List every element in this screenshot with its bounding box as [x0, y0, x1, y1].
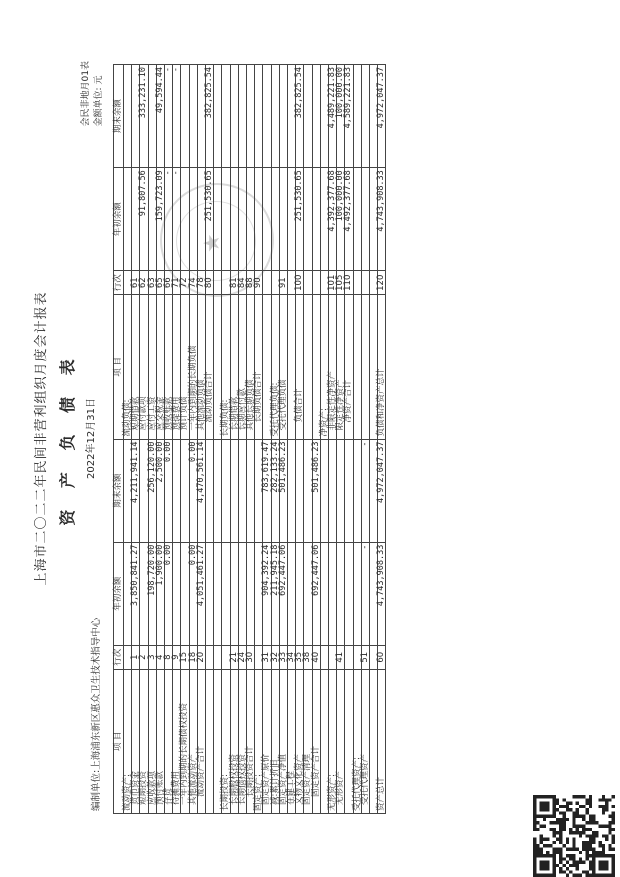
- table-row: [296, 65, 304, 814]
- line-number: [361, 271, 369, 295]
- opening-balance: [238, 542, 246, 645]
- opening-balance: 0.00: [189, 542, 197, 645]
- line-number: 33: [279, 645, 287, 669]
- closing-balance: [214, 65, 222, 168]
- closing-balance: 333,231.10: [140, 65, 148, 168]
- closing-balance: [222, 65, 230, 168]
- closing-balance: [296, 439, 304, 542]
- closing-balance: [361, 65, 369, 168]
- opening-balance: 4,743,908.33: [378, 542, 386, 645]
- item-label: 固定资产净值: [279, 669, 287, 813]
- line-number: 3: [148, 645, 156, 669]
- closing-balance: [206, 439, 214, 542]
- line-number: 31: [263, 645, 271, 669]
- table-row: [353, 65, 361, 814]
- opening-balance: [320, 542, 328, 645]
- line-number: [304, 271, 312, 295]
- closing-balance: 783,619.47: [263, 439, 271, 542]
- opening-balance: [173, 542, 181, 645]
- reporting-unit: 编制单位:上海浦东新区惠众卫生技术指导中心: [91, 617, 102, 811]
- report-date: 2022年12月31日: [86, 398, 97, 479]
- opening-balance: [230, 542, 238, 645]
- opening-balance: [230, 168, 238, 271]
- line-number: 60: [378, 645, 386, 669]
- item-label: 长期负债:: [222, 295, 230, 439]
- item-label: 一年内到期的长期负债: [189, 295, 197, 439]
- opening-balance: [214, 168, 222, 271]
- closing-balance: 4,211,941.14: [132, 439, 140, 542]
- line-number: 62: [140, 271, 148, 295]
- line-number: 20: [197, 645, 205, 669]
- item-label: 其他长期负债: [247, 295, 255, 439]
- line-number: 110: [345, 271, 353, 295]
- closing-balance: [271, 65, 279, 168]
- closing-balance: [238, 439, 246, 542]
- item-label: 固定资产清理: [304, 669, 312, 813]
- opening-balance: [312, 168, 320, 271]
- line-number: 88: [247, 271, 255, 295]
- table-header-row: [114, 65, 124, 814]
- item-label: 货币资金: [132, 669, 140, 813]
- closing-balance: [230, 65, 238, 168]
- currency-unit: 金额单位: 元: [94, 75, 104, 127]
- table-row: [189, 65, 197, 814]
- item-label: 减:累计折旧: [271, 669, 279, 813]
- line-number: [320, 645, 328, 669]
- item-label: 无形资产:: [329, 669, 337, 813]
- opening-balance: [296, 542, 304, 645]
- table-row: [345, 65, 353, 814]
- line-number: 34: [288, 645, 296, 669]
- table-row: [304, 65, 312, 814]
- line-number: 2: [140, 645, 148, 669]
- line-number: 61: [132, 271, 140, 295]
- closing-balance: [124, 65, 132, 168]
- line-number: 100: [296, 271, 304, 295]
- form-number: 会民非地月01表: [81, 61, 91, 127]
- opening-balance: 692,447.06: [279, 542, 287, 645]
- line-number: 15: [181, 645, 189, 669]
- form-number-block: [80, 61, 106, 126]
- report-subtitle: 资 产 负 债 表: [58, 351, 77, 526]
- item-label: 资产总计: [378, 669, 386, 813]
- opening-balance: 100,000.00: [337, 168, 345, 271]
- closing-balance: 4,589,221.83: [345, 65, 353, 168]
- item-label: 短期投资: [140, 669, 148, 813]
- item-label: 受托代理负债: [279, 295, 287, 439]
- line-number: 74: [189, 271, 197, 295]
- opening-balance: 211,945.18: [271, 542, 279, 645]
- line-number: 78: [197, 271, 205, 295]
- balance-sheet-table: [113, 64, 386, 814]
- line-number: 40: [312, 645, 320, 669]
- report-title: 上海市二〇二二年民间非营利组织月度会计报表: [34, 291, 49, 586]
- opening-balance: [288, 542, 296, 645]
- table-row: [222, 65, 230, 814]
- opening-balance: 4,492,377.68: [345, 168, 353, 271]
- item-label: 长期投资合计: [247, 669, 255, 813]
- table-row: [165, 65, 173, 814]
- line-number: 81: [230, 271, 238, 295]
- closing-balance: 4,489,221.83: [329, 65, 337, 168]
- table-row: [124, 65, 132, 814]
- line-number: 91: [279, 271, 287, 295]
- line-number: 21: [230, 645, 238, 669]
- column-header: 项 目: [114, 669, 124, 813]
- closing-balance: 4,470,561.14: [197, 439, 205, 542]
- opening-balance: 251,530.65: [296, 168, 304, 271]
- line-number: 65: [156, 271, 164, 295]
- item-label: 无形资产: [337, 669, 345, 813]
- official-seal-icon: ★: [160, 183, 274, 297]
- opening-balance: [189, 168, 197, 271]
- item-label: 预计负债: [181, 295, 189, 439]
- opening-balance: 692,447.06: [312, 542, 320, 645]
- item-label: 限定性净资产: [337, 295, 345, 439]
- closing-balance: 4,972,047.37: [378, 439, 386, 542]
- item-label: 长期股权投资: [230, 669, 238, 813]
- line-number: 66: [165, 271, 173, 295]
- item-label: [206, 669, 214, 813]
- opening-balance: -: [361, 542, 369, 645]
- closing-balance: -: [173, 65, 181, 168]
- line-number: [345, 645, 353, 669]
- opening-balance: [238, 168, 246, 271]
- table-row: [255, 65, 263, 814]
- closing-balance: [255, 65, 263, 168]
- line-number: 105: [337, 271, 345, 295]
- closing-balance: [247, 65, 255, 168]
- line-number: 35: [296, 645, 304, 669]
- closing-balance: [181, 65, 189, 168]
- line-number: [353, 271, 361, 295]
- opening-balance: 4,392,377.68: [329, 168, 337, 271]
- item-label: 流动负债合计: [206, 295, 214, 439]
- opening-balance: [345, 542, 353, 645]
- item-label: 固定资产原价: [263, 669, 271, 813]
- item-label: 净资产合计: [345, 295, 353, 439]
- item-label: 预收账款: [165, 295, 173, 439]
- line-number: 71: [173, 271, 181, 295]
- closing-balance: [353, 65, 361, 168]
- line-number: 38: [304, 645, 312, 669]
- column-header: 期末余额: [114, 65, 124, 168]
- item-label: 受托代理资产: [361, 669, 369, 813]
- closing-balance: [353, 439, 361, 542]
- item-label: 其他流动负债: [197, 295, 205, 439]
- table-row: [279, 65, 287, 814]
- closing-balance: 256,120.00: [148, 439, 156, 542]
- table-row: [140, 65, 148, 814]
- closing-balance: [230, 439, 238, 542]
- opening-balance: 159,723.09: [156, 168, 164, 271]
- opening-balance: 251,530.65: [206, 168, 214, 271]
- line-number: [206, 645, 214, 669]
- opening-balance: [222, 542, 230, 645]
- closing-balance: -: [165, 65, 173, 168]
- table-row: [230, 65, 238, 814]
- column-header: 行次: [114, 645, 124, 669]
- closing-balance: [304, 65, 312, 168]
- opening-balance: -: [173, 168, 181, 271]
- column-header: 年初余额: [114, 542, 124, 645]
- item-label: 应收款项: [148, 669, 156, 813]
- item-label: 流动资产合计: [197, 669, 205, 813]
- closing-balance: 382,825.54: [296, 65, 304, 168]
- table-row: [263, 65, 271, 814]
- opening-balance: 198,720.00: [148, 542, 156, 645]
- item-label: 流动资产:: [124, 669, 132, 813]
- opening-balance: [271, 168, 279, 271]
- line-number: 18: [189, 645, 197, 669]
- closing-balance: [345, 439, 353, 542]
- table-row: [312, 65, 320, 814]
- item-label: 长期投资:: [222, 669, 230, 813]
- closing-balance: [312, 65, 320, 168]
- opening-balance: [353, 168, 361, 271]
- table-row: [271, 65, 279, 814]
- table-row: [378, 65, 386, 814]
- item-label: 应付款项: [140, 295, 148, 439]
- table-row: [238, 65, 246, 814]
- item-label: 固定资产:: [255, 669, 263, 813]
- line-number: 90: [255, 271, 263, 295]
- item-label: 其他流动资产: [189, 669, 197, 813]
- opening-balance: [247, 168, 255, 271]
- opening-balance: [263, 168, 271, 271]
- closing-balance: [279, 65, 287, 168]
- line-number: 72: [181, 271, 189, 295]
- line-number: [312, 271, 320, 295]
- line-number: 24: [238, 645, 246, 669]
- item-label: 长期负债合计: [255, 295, 263, 439]
- line-number: 80: [206, 271, 214, 295]
- opening-balance: [337, 542, 345, 645]
- item-label: 长期债权投资: [238, 669, 246, 813]
- opening-balance: -: [165, 168, 173, 271]
- opening-balance: 4,743,908.33: [378, 168, 386, 271]
- opening-balance: [361, 168, 369, 271]
- closing-balance: [173, 439, 181, 542]
- closing-balance: -: [361, 439, 369, 542]
- line-number: 1: [132, 645, 140, 669]
- line-number: [214, 645, 222, 669]
- item-label: 流动负债:: [124, 295, 132, 439]
- closing-balance: [263, 65, 271, 168]
- item-label: [361, 295, 369, 439]
- item-label: 长期应付款: [238, 295, 246, 439]
- item-label: 负债和净资产总计: [378, 295, 386, 439]
- opening-balance: 4,051,461.27: [197, 542, 205, 645]
- opening-balance: [255, 168, 263, 271]
- item-label: 受托代理资产:: [353, 669, 361, 813]
- item-label: 待摊费用: [173, 669, 181, 813]
- item-label: 在建工程: [288, 669, 296, 813]
- opening-balance: 1,900.00: [156, 542, 164, 645]
- opening-balance: 0.00: [165, 542, 173, 645]
- closing-balance: [337, 439, 345, 542]
- line-number: 4: [156, 645, 164, 669]
- table-row: [247, 65, 255, 814]
- table-row: [361, 65, 369, 814]
- item-label: 应交税金: [156, 295, 164, 439]
- line-number: 9: [173, 645, 181, 669]
- closing-balance: 49,594.44: [156, 65, 164, 168]
- closing-balance: 501,486.23: [312, 439, 320, 542]
- table-row: [156, 65, 164, 814]
- line-number: 32: [271, 645, 279, 669]
- item-label: 预付账款: [156, 669, 164, 813]
- table-row: [181, 65, 189, 814]
- line-number: [263, 271, 271, 295]
- line-number: 84: [238, 271, 246, 295]
- closing-balance: 2,500.00: [156, 439, 164, 542]
- opening-balance: [181, 168, 189, 271]
- opening-balance: [222, 168, 230, 271]
- item-label: 短期借款: [132, 295, 140, 439]
- item-label: 长期借款: [230, 295, 238, 439]
- closing-balance: [222, 439, 230, 542]
- line-number: 8: [165, 645, 173, 669]
- opening-balance: [304, 168, 312, 271]
- closing-balance: 0.00: [189, 439, 197, 542]
- item-label: 非限定性净资产: [329, 295, 337, 439]
- item-label: 受托代理负债:: [271, 295, 279, 439]
- line-number: 120: [378, 271, 386, 295]
- column-header: 项 目: [114, 295, 124, 439]
- opening-balance: 91,807.56: [140, 168, 148, 271]
- closing-balance: [238, 65, 246, 168]
- line-number: 63: [148, 271, 156, 295]
- item-label: 一年内到期的长期债权投资: [181, 669, 189, 813]
- item-label: 预提费用: [173, 295, 181, 439]
- closing-balance: [214, 439, 222, 542]
- opening-balance: [214, 542, 222, 645]
- column-header: 年初余额: [114, 168, 124, 271]
- opening-balance: [206, 542, 214, 645]
- opening-balance: 3,850,841.27: [132, 542, 140, 645]
- line-number: 51: [361, 645, 369, 669]
- item-label: 应付工资: [148, 295, 156, 439]
- item-label: [304, 295, 312, 439]
- opening-balance: [353, 542, 361, 645]
- opening-balance: [329, 542, 337, 645]
- closing-balance: 100,000.00: [337, 65, 345, 168]
- table-row: [214, 65, 222, 814]
- closing-balance: [320, 439, 328, 542]
- closing-balance: 4,972,047.37: [378, 65, 386, 168]
- line-number: [214, 271, 222, 295]
- column-header: 期末余额: [114, 439, 124, 542]
- line-number: 30: [247, 645, 255, 669]
- item-label: 固定资产合计: [312, 669, 320, 813]
- opening-balance: [247, 542, 255, 645]
- opening-balance: [124, 168, 132, 271]
- item-label: 文物文化资产: [296, 669, 304, 813]
- closing-balance: [247, 439, 255, 542]
- table-row: [173, 65, 181, 814]
- opening-balance: [279, 168, 287, 271]
- item-label: 存货: [165, 669, 173, 813]
- closing-balance: [288, 439, 296, 542]
- table-row: [206, 65, 214, 814]
- qr-code-icon: [533, 795, 615, 877]
- item-label: [353, 295, 361, 439]
- item-label: 净资产:: [320, 295, 328, 439]
- closing-balance: 501,486.23: [279, 439, 287, 542]
- closing-balance: 282,133.24: [271, 439, 279, 542]
- line-number: 101: [329, 271, 337, 295]
- opening-balance: 904,392.24: [263, 542, 271, 645]
- line-number: 41: [337, 645, 345, 669]
- closing-balance: [329, 439, 337, 542]
- item-label: 负债合计: [296, 295, 304, 439]
- column-header: 行次: [114, 271, 124, 295]
- closing-balance: [189, 65, 197, 168]
- closing-balance: 0.00: [165, 439, 173, 542]
- closing-balance: 382,825.54: [206, 65, 214, 168]
